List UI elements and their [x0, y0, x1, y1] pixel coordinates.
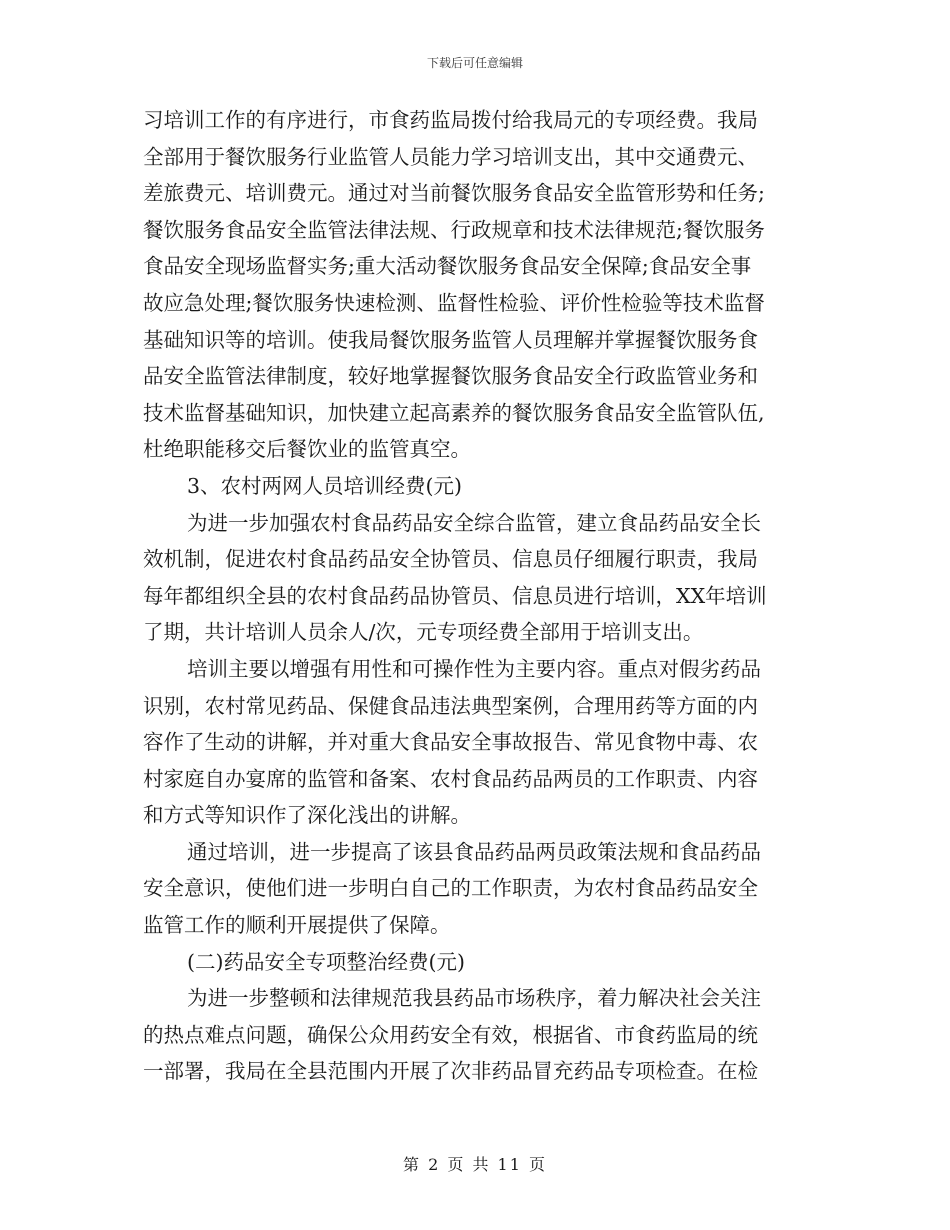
- text-line: 餐饮服务食品安全监管法律法规、行政规章和技术法律规范;餐饮服务: [143, 217, 765, 242]
- text-line: 的热点难点问题，确保公众用药安全有效，根据省、市食药监局的统: [143, 1022, 758, 1047]
- text-line: 识别，农村常见药品、保健食品违法典型案例，合理用药等方面的内: [143, 693, 758, 718]
- text-line: 食品安全现场监督实务;重大活动餐饮服务食品安全保障;食品安全事: [143, 254, 752, 279]
- text-line: 每年都组织全县的农村食品药品协管员、信息员进行培训，XX年培训: [143, 583, 767, 608]
- text-line: 故应急处理;餐饮服务快速检测、监督性检验、评价性检验等技术监督: [143, 290, 765, 315]
- section-heading: 3、农村两网人员培训经费(元): [187, 473, 463, 498]
- text-line: 容作了生动的讲解，并对重大食品安全事故报告、常见食物中毒、农: [143, 730, 758, 755]
- text-line: 杜绝职能移交后餐饮业的监管真空。: [143, 437, 471, 462]
- text-line: 村家庭自办宴席的监管和备案、农村食品药品两员的工作职责、内容: [143, 766, 758, 791]
- header-note: 下载后可任意编辑: [426, 56, 523, 70]
- text-line: 为进一步整顿和法律规范我县药品市场秩序，着力解决社会关注: [187, 986, 761, 1011]
- text-line: 通过培训，进一步提高了该县食品药品两员政策法规和食品药品: [187, 839, 761, 864]
- text-line: 安全意识，使他们进一步明白自己的工作职责，为农村食品药品安全: [143, 876, 758, 901]
- text-line: 监管工作的顺利开展提供了保障。: [143, 913, 451, 938]
- text-line: 为进一步加强农村食品药品安全综合监管，建立食品药品安全长: [187, 510, 761, 535]
- text-line: 和方式等知识作了深化浅出的讲解。: [143, 803, 471, 828]
- document-body: [143, 102, 803, 1090]
- text-line: 技术监督基础知识，加快建立起高素养的餐饮服务食品安全监管队伍,: [143, 400, 765, 425]
- text-line: 效机制，促进农村食品药品安全协管员、信息员仔细履行职责，我局: [143, 547, 758, 572]
- text-line: 习培训工作的有序进行，市食药监局拨付给我局元的专项经费。我局: [143, 108, 758, 132]
- text-line: 培训主要以增强有用性和可操作性为主要内容。重点对假劣药品: [187, 656, 761, 681]
- text-line: 基础知识等的培训。使我局餐饮服务监管人员理解并掌握餐饮服务食: [143, 327, 758, 352]
- text-line: 差旅费元、培训费元。通过对当前餐饮服务食品安全监管形势和任务;: [143, 181, 765, 206]
- text-line: 品安全监管法律制度，较好地掌握餐饮服务食品安全行政监管业务和: [143, 364, 758, 389]
- text-line: 一部署，我局在全县范围内开展了次非药品冒充药品专项检查。在检: [143, 1059, 758, 1084]
- page-number: 第 2 页 共 11 页: [403, 1155, 547, 1174]
- text-line: 全部用于餐饮服务行业监管人员能力学习培训支出，其中交通费元、: [143, 144, 758, 169]
- section-heading: (二)药品安全专项整治经费(元): [187, 949, 465, 974]
- text-line: 了期，共计培训人员余人/次，元专项经费全部用于培训支出。: [143, 620, 704, 645]
